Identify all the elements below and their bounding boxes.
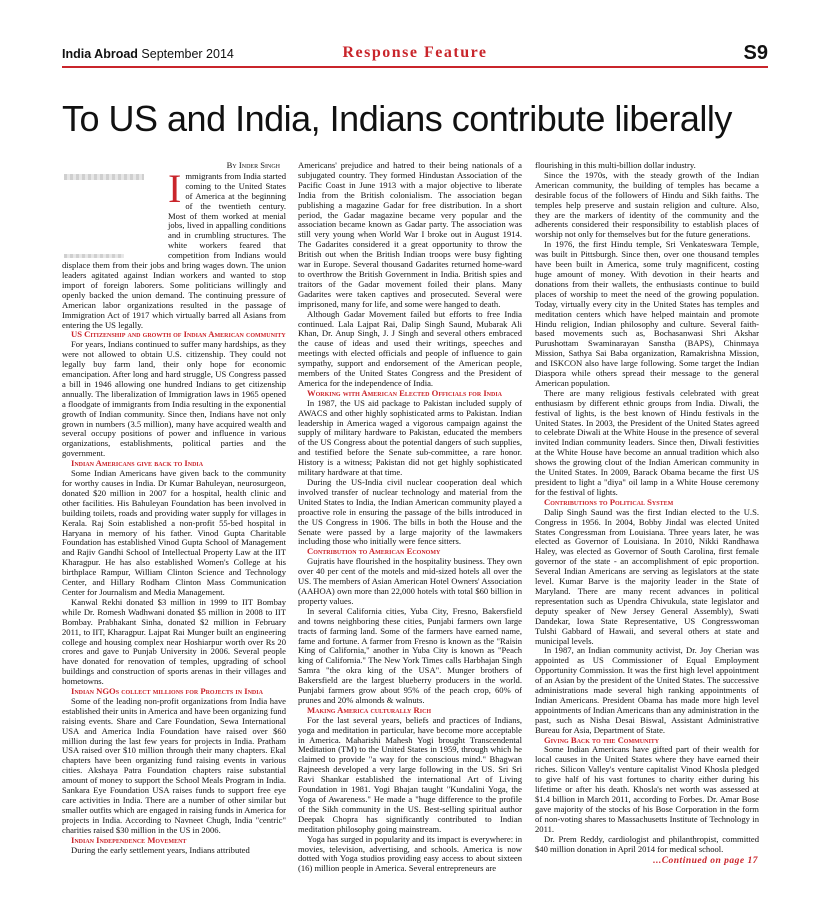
paragraph: Dalip Singh Saund was the first Indian elected to the U.S. Congress in 1956. In 2004, Bobby Jindal was elected United States Congressman from Louisiana. Three years later, he was elected as Governor of Louisiana. In 2010, Nikki Randhawa Haley, was elected as Governor of South Carolina, first female governor of the state - an accomplishment of epic proportion. Several Indian Americans are serving as legislators at the state level. Kumar Barve is the majority leader in the State of Maryland. There are many recent advances in political representation such as Upendra Chivukula, state legislator and deputy speaker of New Jersey General Assembly), Swati Dandekar, Iowa State Representative, US Congresswoman Tulshi Gabbard of Hawaii, and several others at state and municipal levels. <box>535 506 759 646</box>
paragraph: In several California cities, Yuba City, Fresno, Bakersfield and towns neighboring these cities, Punjabi farmers own large tracts of farming land. Some of the farmers have earned name, fame and fortune. A farmer from Fresno is known as the "Raisin King of California," another in Yuba City is known as "Peach king of California." The New York Times calls Harbhajan Singh Samra "the okra king of the USA". Munger brothers of Bakersfield are the largest blueberry producers in the world. Punjabi farmers grow about 95% of the peach crop, 60% of prunes and 20% almonds & walnuts. <box>298 605 522 705</box>
paragraph: mmigrants from India started coming to the United States of America at the beginning of the twentieth century. Most of them worked at menial jobs, lived in appalling conditions and in crumbling structures. The white workers feared that competition from Indians would displace them from their jobs and bring wages down. The union leaders agitated against Indian workers and wanted to stop import of foreign laborers. Some politicians willingly and openly backed the union demand. The continuing pressure of American labor organizations resulted in the passage of Immigration Act of 1917 which virtually barred all Asians from entering the US legally. <box>62 170 286 330</box>
page-header <box>62 44 768 66</box>
subheading: Contribution to American Economy <box>307 546 441 557</box>
headline: To US and India, Indians contribute liberally <box>62 98 732 139</box>
drop-cap: I <box>168 165 182 211</box>
paragraph: Since the 1970s, with the steady growth of the Indian American community, the building of temples has became a desirable focus of the followers of Hindu and Sikh faiths. The temples help preserve and sustain religion and culture. Also, they are the markers of identity of the community and the adherents considered their responsibility to establish places of worship not only for themselves but for the future generations. <box>535 169 759 240</box>
publication-name: India Abroad <box>62 47 138 61</box>
paragraph: Some Indian Americans have given back to the community for worthy causes in India. Dr Kumar Bahuleyan, neurosurgeon, donated $20 million in 2007 for a hospital, health clinic and other facilities. His Bahuleyan Foundation has been involved in building toilets, roads and providing water supply for villages in Kerala. Raj Soin established a non-profit 55-bed hospital in Haryana in memory of his father. Vinod Gupta Charitable Foundation has established Vinod Gupta School of Management and Rajiv Gandhi School of Intellectual Property Law at the IIT Kharagpur. He has also established Women's College at his birthplace Rampur, William Clinton Science and Technology Center, and Hillary Rodham Clinton Mass Communication Center for Journalism and Media Management. <box>62 468 286 597</box>
paragraph: Some Indian Americans have gifted part of their wealth for local causes in the United States where they have earned their riches. Silicon Valley's venture capitalist Vinod Khosla pledged to give half of his vast fortunes to charity either during his lifetime or after his death. Khosla's net worth was assessed at $1.4 billion in March 2011, according to Forbes. Dr. Amar Bose gave majority of the stocks of his Bose Corporation in the form of non-voting shares to Massachusetts Institute of Technology in 2011. <box>535 744 759 834</box>
subheading: Working with American Elected Officials for India <box>307 387 502 398</box>
subheading: Contributions to Political System <box>544 496 674 507</box>
paragraph: During the early settlement years, Indians attributed <box>71 844 250 855</box>
paragraph: In 1987, the US aid package to Pakistan included supply of AWACS and other highly sophisticated arms to Pakistan. Indian leadership in America waged a vigorous campaign against the supply of military hardware to Pakistan, educated the members of the US Congress about the potential dangers of such supplies, and testified before the Senate sub-committee, a rare honor. History is a witness; Pakistan did not get highly sophisticated military hardware at that time. <box>298 397 522 478</box>
paragraph: Although Gadar Movement failed but efforts to free India continued. Lala Lajpat Rai, Dalip Singh Saund, Mubarak Ali Khan, Dr. Anup Singh, J. J Singh and several others embraced the cause of ideas and used their writings, speeches and meetings with elected officials and people of influence to gain sympathy, support and endorsement of the American people, members of the United States Congress and the President of America for the independence of India. <box>298 308 522 388</box>
byline: By Inder Singh <box>226 160 280 170</box>
paragraph: In 1976, the first Hindu temple, Sri Venkateswara Temple, was built in Pittsburgh. Since then, over one thousand temples have been built in America, some truly magnificent, costing huge amount of money. With devotion in their hearts and donations from their wallets, the enthusiasts continue to build places of worship to meet the need of the growing population. Today, virtually every city in the United States has temples and meditation centers which have helped maintain and promote Hindu religion, Indian philosophy and culture. Several faith-based movements such as, Bochasanwasi Shri Akshar Purushottam Swaminarayan Sanstha (BAPS), Chinmaya Mission, Sathya Sai Baba organization, Ramakrishna Mission, and ISKCON also have large following. Some target the Indian Diaspora while others spread their message to the general American population. <box>535 239 759 388</box>
section-title: Response Feature <box>342 44 488 61</box>
paragraph: During the US-India civil nuclear cooperation deal which involved transfer of nuclear technology and material from the United States to India, the Indian American community played a proactive role in ensuring the passage of the bills introduced in the US Congress in 1906. The bills in both the House and the Senate were passed by a large majority of the lawmakers including those who initially were fence sitters. <box>298 477 522 547</box>
paragraph: Yoga has surged in popularity and its impact is everywhere: in movies, television, advertising, and schools. America is now dotted with Yoga studios providing easy access to about sixteen (16) million people in America. Several entrepreneurs are <box>298 833 522 874</box>
column-3-body <box>535 161 759 854</box>
paragraph: There are many religious festivals celebrated with great enthusiasm by different ethnic groups from India. Diwali, the festival of lights, is the best known of Hindu festivals in the United States. In 2003, the President of the United States agreed to celebrate Diwali at the White House in the presence of several invited Indian community leaders. Since then, Diwali festivities at the White House have become an annual tradition which also shows the growing clout of the Indian American community in the United States. In 2009, Barack Obama became the first US president to light a "diya" oil lamp in a White House ceremony for the festival of lights. <box>535 387 759 497</box>
column-2-body <box>298 161 522 874</box>
paragraph: For years, Indians continued to suffer many hardships, as they were not allowed to obtain U.S. citizenship. They could not legally buy farm land, their only hope for economic emancipation. After long and hard struggle, US Congress passed a bill in 1946 allowing one hundred Indians to get citizenship annually. The liberalization of Immigration laws in 1965 opened a floodgate of immigrants from India resulting in the exponential growth of Indian community. Since then, Indians have not only grown in numbers (3.5 million), many have acquired wealth and several occupy positions of power and influence in various organizations, establishments, political parties and the government. <box>62 339 286 459</box>
photo-fragment-top <box>64 174 144 180</box>
paragraph: Americans' prejudice and hatred to their being nationals of a subjugated country. They formed Hindustan Association of the Pacific Coast in June 1913 with a major objective to liberate India from the British colonialism. The association began publishing a magazine Gadar for free distribution. In a short period, the Gadar magazine became very popular and the association became known as Gadar party. The association was still very young when World War I broke out in August 1914. The Gadarites considered it a great opportunity to throw the British out when the British Indian troops were busy fighting war in Europe. Several thousand Gadarites returned home-ward to overthrow the British Government in India. British spies and traitors of the Gadar movement foiled their plans. Many Gadarites were taken captives and prosecuted. Several were imprisoned, many for life, and some were hanged to death. <box>298 160 522 309</box>
subheading: Making America culturally Rich <box>307 704 432 715</box>
column-3 <box>535 161 759 854</box>
page-number: S9 <box>743 42 768 64</box>
paragraph: flourishing in this multi-billion dollar industry. <box>535 160 696 170</box>
column-2 <box>298 161 522 874</box>
subheading: Indian Independence Movement <box>71 834 187 845</box>
subheading: Indian Americans give back to India <box>71 458 204 469</box>
paragraph: Gujratis have flourished in the hospitality business. They own over 40 per cent of the motels and mid-sized hotels all over the US. The members of Asian American Hotel Owners' Association (AAHOA) own more than 22,000 hotels with total $60 billion in property values. <box>298 556 522 606</box>
header-rule <box>62 66 768 68</box>
subheading: US Citizenship and growth of Indian American community <box>71 329 286 340</box>
column-1 <box>62 161 286 855</box>
issue-date: September 2014 <box>141 47 234 61</box>
paragraph: Kanwal Rekhi donated $3 million in 1999 to IIT Bombay while Dr. Romesh Wadhwani donated $5 million in 2008 to IIT Bombay. Prabhakant Sinha, donated $2 million in February 2011, to IIT, Kharagpur. Lajpat Rai Munger built an engineering college and housing complex near Hoshiarpur worth over Rs 20 crores and gave to Punjab University in 2006. Several people have donated for renovation of temples, upgrading of school buildings and construction of sports arenas in their villages and hometowns. <box>62 596 286 687</box>
paragraph: For the last several years, beliefs and practices of Indians, yoga and meditation in particular, have become more acceptable in America. Maharishi Mahesh Yogi brought Transcendental Meditation (TM) to the United States in 1959, through which he claimed to provide "a way for the conscious mind." Bhagwan Rajneesh developed a very large following in the US. Sri Sri Ravi Shankar established the international Art of Living Foundation in 1981. Yogi Bhajan taught "Kundalini Yoga, the Yoga of Awareness." He made a "huge difference to the profile of the Sikh community in the US. Best-selling spiritual author Deepak Chopra has significantly contributed to Indian meditation philosophy going mainstream. <box>298 714 522 834</box>
subheading: Giving Back to the Community <box>544 734 660 745</box>
paragraph: Dr. Prem Reddy, cardiologist and philanthropist, committed $40 million donation in April 2014 for medical school. <box>535 833 759 854</box>
subheading: Indian NGOs collect millions for Projects in India <box>71 686 263 697</box>
paragraph: Some of the leading non-profit organizations from India have established their units in America and have been organizing fund raising events. Share and Care Foundation, Sewa International USA and America India Foundation have raised over $60 million during the last few years for projects in India. Pratham USA raised over $10 million through their many chapters. Ekal chapters have been organizing fund raising events in various cities. Akshaya Patra Foundation chapters raise substantial amount of money to support the School Meals Program in India. Sankara Eye Foundation USA raises funds to support free eye care activities in India. There are a number of other similar but smaller outfits which are engaged in raising funds in America for projects in India. According to Navneet Chugh, India "centric" charities raised $30 million in the US in 2006. <box>62 695 286 835</box>
photo-fragment-bottom <box>64 254 124 258</box>
article-photo-placeholder <box>62 172 162 252</box>
continued-note: ...Continued on page 17 <box>653 856 758 866</box>
paragraph: In 1987, an Indian community activist, Dr. Joy Cherian was appointed as US Commissioner of Equal Employment Opportunity Commission. It was the first high level appointment of an Asian by the president of the United States. The successive administrations made several high ranking appointments of Indian Americans. President Obama has made more high level appointments of Indian Americans than any administration in the past, such as Nisha Desai Biswal, Assistant Administrative Bureau for Asia, Department of State. <box>535 645 759 735</box>
